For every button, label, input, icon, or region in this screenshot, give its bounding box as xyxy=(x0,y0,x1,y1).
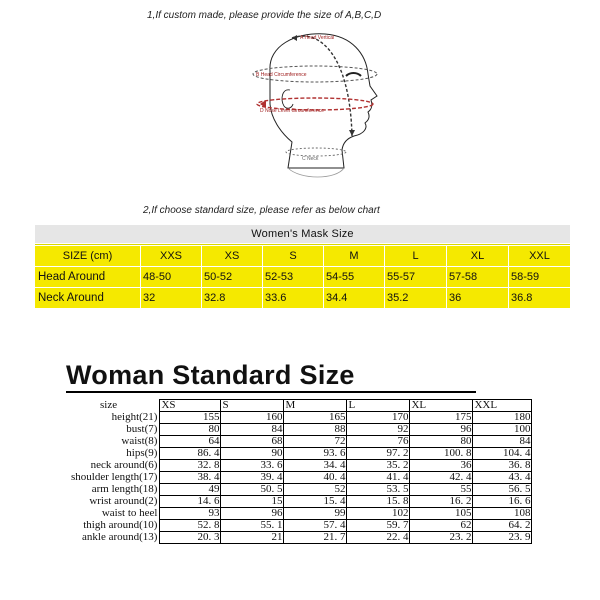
table-cell: 38. 4 xyxy=(160,472,221,484)
table-cell: 42. 4 xyxy=(410,472,473,484)
table-cell: 64. 2 xyxy=(473,520,532,532)
mask-size-header: L xyxy=(385,246,447,267)
table-cell: 88 xyxy=(284,424,347,436)
mask-cell: 52-53 xyxy=(263,267,324,288)
mask-cell: 32.8 xyxy=(202,288,263,309)
head-measurement-diagram xyxy=(240,26,390,196)
table-cell: 21 xyxy=(221,532,284,544)
table-cell: 175 xyxy=(410,412,473,424)
mask-row-label: Head Around xyxy=(35,267,141,288)
arrow-icon xyxy=(349,130,355,136)
table-cell: 80 xyxy=(410,436,473,448)
measurement-label: wrist around(2) xyxy=(89,495,158,507)
mask-cell: 33.6 xyxy=(263,288,324,309)
label-a: A Head Vertical xyxy=(300,35,335,41)
table-cell: 21. 7 xyxy=(284,532,347,544)
mask-size-header: S xyxy=(263,246,324,267)
table-cell: 165 xyxy=(284,412,347,424)
mask-size-header: XS xyxy=(202,246,263,267)
table-cell: 32. 8 xyxy=(160,460,221,472)
measurement-label: height(21) xyxy=(111,411,158,423)
table-cell: 76 xyxy=(347,436,410,448)
table-cell: 55 xyxy=(410,484,473,496)
size-column-header: XL xyxy=(410,400,473,412)
size-column-header: S xyxy=(221,400,284,412)
table-cell: 93. 6 xyxy=(284,448,347,460)
mask-cell: 34.4 xyxy=(324,288,385,309)
table-cell: 68 xyxy=(221,436,284,448)
table-cell: 105 xyxy=(410,508,473,520)
table-cell: 86. 4 xyxy=(160,448,221,460)
measurement-label: hips(9) xyxy=(126,447,158,459)
table-row xyxy=(35,267,571,288)
table-cell: 52. 8 xyxy=(160,520,221,532)
table-cell: 36 xyxy=(410,460,473,472)
standard-size-instruction: 2,If choose standard size, please refer as below chart xyxy=(143,205,380,216)
mask-cell: 32 xyxy=(141,288,202,309)
table-row xyxy=(70,532,532,544)
table-cell: 50. 5 xyxy=(221,484,284,496)
table-cell: 16. 2 xyxy=(410,496,473,508)
mask-row-label: Neck Around xyxy=(35,288,141,309)
table-cell: 102 xyxy=(347,508,410,520)
table-cell: 49 xyxy=(160,484,221,496)
table-cell: 55. 1 xyxy=(221,520,284,532)
mask-table-title: Women's Mask Size xyxy=(35,225,571,244)
mask-size-header: XL xyxy=(447,246,509,267)
table-cell: 104. 4 xyxy=(473,448,532,460)
neck-base xyxy=(288,168,344,177)
mask-size-header: M xyxy=(324,246,385,267)
table-cell: 41. 4 xyxy=(347,472,410,484)
table-cell: 16. 6 xyxy=(473,496,532,508)
size-column-header: XXL xyxy=(473,400,532,412)
table-cell: 14. 6 xyxy=(160,496,221,508)
custom-size-instruction: 1,If custom made, please provide the size of A,B,C,D xyxy=(147,10,382,21)
mask-cell: 55-57 xyxy=(385,267,447,288)
table-cell: 72 xyxy=(284,436,347,448)
table-cell: 100. 8 xyxy=(410,448,473,460)
label-b: B Head Circumference xyxy=(256,72,307,78)
label-c: C Neck xyxy=(302,156,319,162)
size-header-label: size xyxy=(100,399,118,411)
table-cell: 53. 5 xyxy=(347,484,410,496)
table-cell: 84 xyxy=(473,436,532,448)
mask-size-header: XXL xyxy=(509,246,571,267)
measurement-label: thigh around(10) xyxy=(83,519,158,531)
table-cell: 39. 4 xyxy=(221,472,284,484)
mask-cell: 35.2 xyxy=(385,288,447,309)
table-row xyxy=(70,448,532,460)
table-row xyxy=(70,460,532,472)
mask-cell: 48-50 xyxy=(141,267,202,288)
table-cell: 99 xyxy=(284,508,347,520)
size-column-header: L xyxy=(347,400,410,412)
arrow-icon xyxy=(292,35,297,41)
table-cell: 96 xyxy=(410,424,473,436)
table-cell: 15. 8 xyxy=(347,496,410,508)
title-underline xyxy=(66,391,476,393)
table-row xyxy=(70,520,532,532)
head-vertical-line xyxy=(292,36,352,136)
measurement-label: neck around(6) xyxy=(90,459,158,471)
table-cell: 20. 3 xyxy=(160,532,221,544)
mask-cell: 57-58 xyxy=(447,267,509,288)
table-cell: 33. 6 xyxy=(221,460,284,472)
measurement-label: shoulder length(17) xyxy=(71,471,158,483)
table-row xyxy=(70,436,532,448)
table-cell: 34. 4 xyxy=(284,460,347,472)
table-cell: 100 xyxy=(473,424,532,436)
standard-size-table xyxy=(70,399,532,544)
mask-size-header: XXS xyxy=(141,246,202,267)
table-cell: 56. 5 xyxy=(473,484,532,496)
label-d: D Nose Level Circumference xyxy=(260,108,324,114)
neck-line xyxy=(286,148,346,156)
table-cell: 40. 4 xyxy=(284,472,347,484)
table-cell: 93 xyxy=(160,508,221,520)
measurement-label: arm length(18) xyxy=(91,483,158,495)
table-cell: 57. 4 xyxy=(284,520,347,532)
mask-cell: 36 xyxy=(447,288,509,309)
mask-size-table xyxy=(34,224,571,309)
table-cell: 15. 4 xyxy=(284,496,347,508)
eye-mark xyxy=(346,73,361,76)
measurement-label: ankle around(13) xyxy=(82,531,158,543)
table-cell: 180 xyxy=(473,412,532,424)
table-cell: 36. 8 xyxy=(473,460,532,472)
table-cell: 59. 7 xyxy=(347,520,410,532)
mask-header-label: SIZE (cm) xyxy=(35,246,141,267)
table-row xyxy=(70,472,532,484)
table-cell: 62 xyxy=(410,520,473,532)
table-cell: 22. 4 xyxy=(347,532,410,544)
table-cell: 23. 2 xyxy=(410,532,473,544)
table-cell: 108 xyxy=(473,508,532,520)
mask-cell: 50-52 xyxy=(202,267,263,288)
measurement-label: waist(8) xyxy=(121,435,158,447)
table-cell: 23. 9 xyxy=(473,532,532,544)
size-column-header: M xyxy=(284,400,347,412)
table-cell: 97. 2 xyxy=(347,448,410,460)
table-cell: 170 xyxy=(347,412,410,424)
table-cell: 43. 4 xyxy=(473,472,532,484)
table-cell: 96 xyxy=(221,508,284,520)
table-cell: 92 xyxy=(347,424,410,436)
table-row xyxy=(35,288,571,309)
table-row xyxy=(70,412,532,424)
table-cell: 35. 2 xyxy=(347,460,410,472)
table-cell: 52 xyxy=(284,484,347,496)
table-cell: 80 xyxy=(160,424,221,436)
mask-cell: 36.8 xyxy=(509,288,571,309)
table-cell: 155 xyxy=(160,412,221,424)
table-row xyxy=(70,484,532,496)
standard-size-title: Woman Standard Size xyxy=(66,360,355,390)
table-row xyxy=(70,424,532,436)
table-row xyxy=(70,508,532,520)
table-cell: 64 xyxy=(160,436,221,448)
table-row xyxy=(70,496,532,508)
table-cell: 84 xyxy=(221,424,284,436)
table-cell: 15 xyxy=(221,496,284,508)
measurement-label: waist to heel xyxy=(101,507,158,519)
size-column-header: XS xyxy=(160,400,221,412)
mask-cell: 58-59 xyxy=(509,267,571,288)
table-cell: 90 xyxy=(221,448,284,460)
table-cell: 160 xyxy=(221,412,284,424)
table-row xyxy=(70,400,532,412)
measurement-label: bust(7) xyxy=(126,423,158,435)
mask-cell: 54-55 xyxy=(324,267,385,288)
